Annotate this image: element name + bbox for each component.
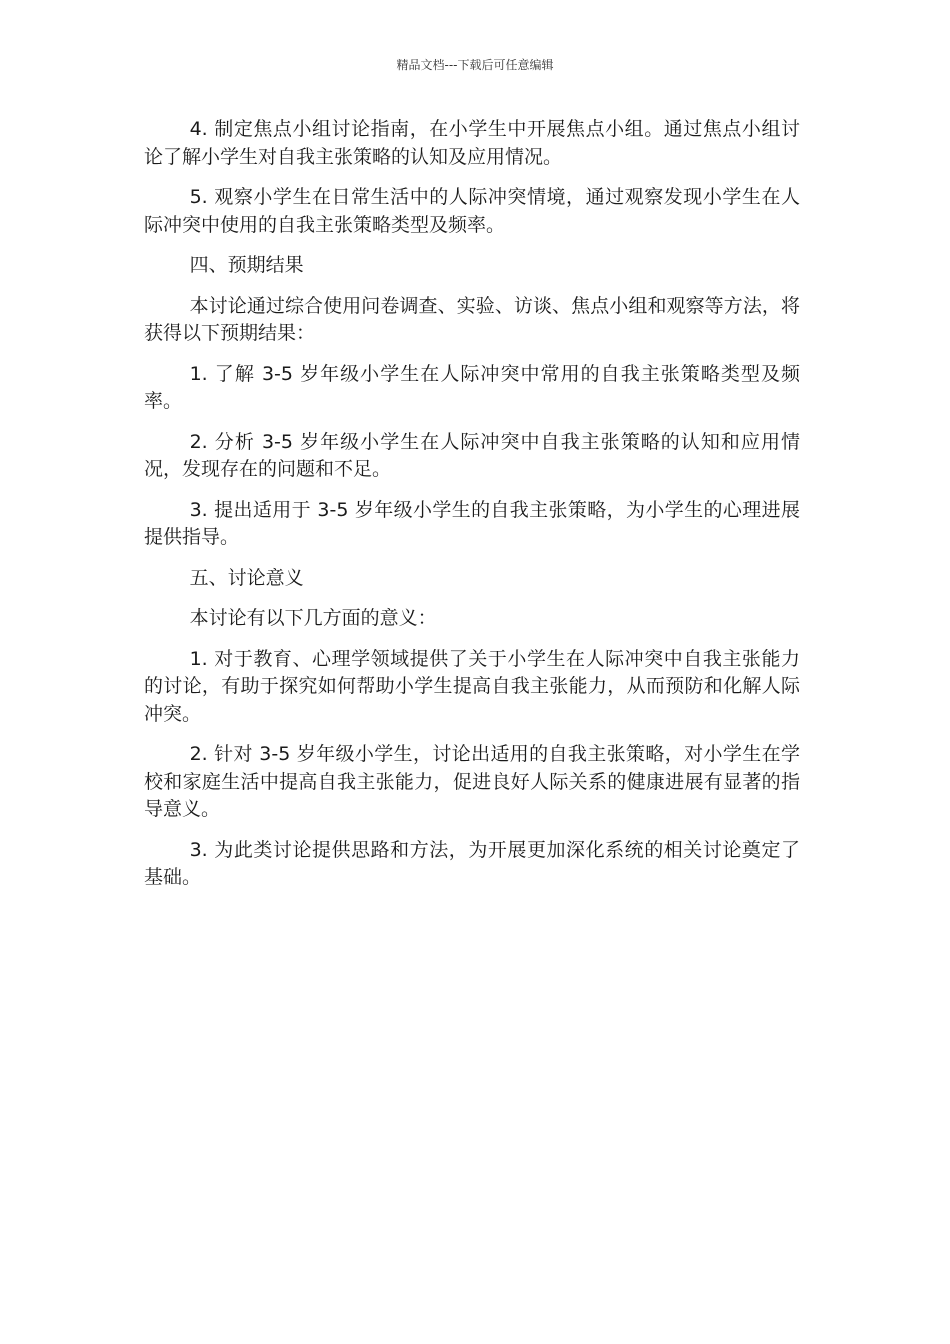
section-heading-significance: 五、讨论意义 <box>189 566 304 589</box>
list-item-result-2: 2. 分析 3-5 岁年级小学生在人际冲突中自我主张策略的认知和应用情况，发现存在的问题和不足。 <box>144 430 800 480</box>
document-body <box>144 116 800 905</box>
expected-results-intro: 本讨论通过综合使用问卷调查、实验、访谈、焦点小组和观察等方法，将获得以下预期结果： <box>144 294 800 344</box>
list-item-result-1: 1. 了解 3-5 岁年级小学生在人际冲突中常用的自我主张策略类型及频率。 <box>144 362 800 412</box>
list-item-result-3: 3. 提出适用于 3-5 岁年级小学生的自我主张策略，为小学生的心理进展提供指导。 <box>144 498 800 548</box>
list-item-significance-2: 2. 针对 3-5 岁年级小学生，讨论出适用的自我主张策略，对小学生在学校和家庭生活中提高自我主张能力，促进良好人际关系的健康进展有显著的指导意义。 <box>144 743 800 820</box>
list-item-significance-1: 1. 对于教育、心理学领域提供了关于小学生在人际冲突中自我主张能力的讨论，有助于探究如何帮助小学生提高自我主张能力，从而预防和化解人际冲突。 <box>144 647 800 725</box>
significance-intro: 本讨论有以下几方面的意义： <box>189 607 437 629</box>
list-item-significance-3: 3. 为此类讨论提供思路和方法，为开展更加深化系统的相关讨论奠定了基础。 <box>144 838 800 888</box>
page-header: 精品文档---下载后可任意编辑 <box>396 58 554 72</box>
list-item-method-5: 5. 观察小学生在日常生活中的人际冲突情境，通过观察发现小学生在人际冲突中使用的自我主张策略类型及频率。 <box>144 186 800 236</box>
section-heading-expected-results: 四、预期结果 <box>189 254 304 276</box>
list-item-method-4: 4. 制定焦点小组讨论指南，在小学生中开展焦点小组。通过焦点小组讨论了解小学生对自我主张策略的认知及应用情况。 <box>144 118 800 168</box>
